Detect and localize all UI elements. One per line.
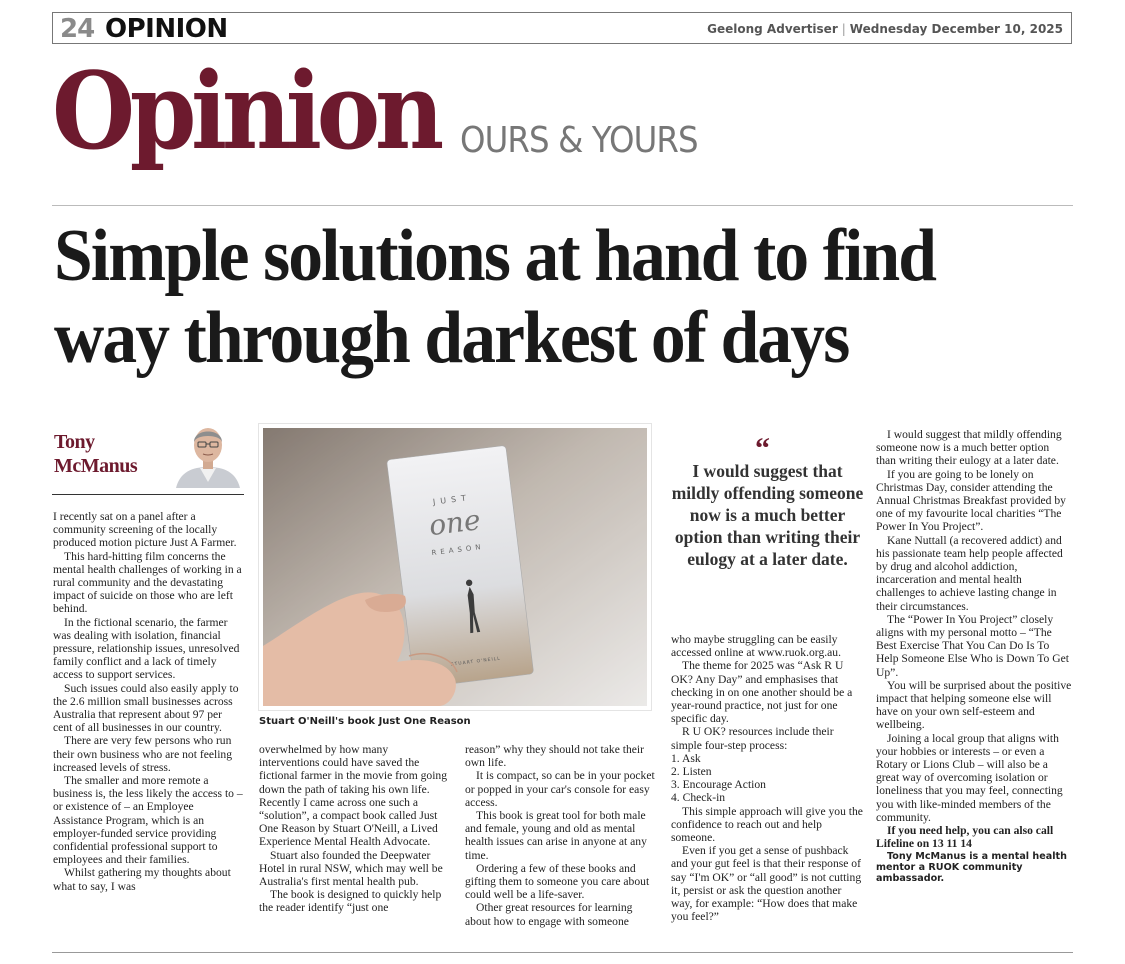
- byline-divider: [52, 494, 244, 495]
- masthead-subtitle: OURS & YOURS: [460, 120, 698, 161]
- list-item: 3. Encourage Action: [671, 778, 766, 792]
- publication-date: Wednesday December 10, 2025: [849, 22, 1063, 36]
- paragraph: who maybe struggling can be easily accessed online at www.ruok.org.au.: [671, 633, 841, 660]
- paragraph: The “Power In You Project” closely aligns with my personal motto – “The Best Exercise That You Can Do Is To Help Someone Else Who is Down To Get Up”.: [876, 612, 1069, 679]
- page-bottom-rule: [52, 952, 1073, 953]
- paragraph: Other great resources for learning about how to engage with someone: [465, 901, 633, 928]
- paragraph: Kane Nuttall (a recovered addict) and his passionate team help people affected by drug and alcohol addiction, incarceration and mental health challenges to achieve lasting change in their circumstances.: [876, 533, 1063, 613]
- paragraph: Stuart also founded the Deepwater Hotel in rural NSW, which may well be Australia's first mental health pub.: [259, 848, 443, 889]
- masthead-title: Opinion: [52, 48, 439, 173]
- book-title-top: JUST: [432, 493, 472, 507]
- help-line: If you need help, you can also call Lifeline on 13 11 14: [876, 824, 1054, 851]
- paragraph: Even if you get a sense of pushback and your gut feel is that their response of say “I'm OK” or “all good” is not cutting it, persist or ask the question another way, for example: “How does that make you feel?”: [671, 844, 862, 924]
- list-item: 4. Check-in: [671, 791, 726, 805]
- masthead-divider: [52, 205, 1073, 206]
- list-item: 1. Ask: [671, 751, 701, 765]
- paragraph: Ordering a few of these books and gifting them to someone you care about could well be a life-saver.: [465, 861, 650, 902]
- paragraph: I recently sat on a panel after a community screening of the locally produced motion picture Just A Farmer.: [53, 510, 237, 550]
- paragraph: If you are going to be lonely on Christmas Day, consider attending the Annual Christmas Breakfast provided by one of my favourite local charities “The Power In You Project”.: [876, 467, 1066, 534]
- list-item: 2. Listen: [671, 765, 712, 779]
- photo-caption: Stuart O'Neill's book Just One Reason: [259, 716, 471, 727]
- book-title-bottom: REASON: [431, 542, 485, 558]
- article-column-5: [876, 428, 1072, 884]
- byline: [54, 430, 137, 478]
- paragraph: Such issues could also easily apply to the 2.6 million small businesses across Australia that represent about 97 per cent of all businesses in our country.: [53, 681, 239, 735]
- headline-line-2: way through darkest of days: [54, 297, 849, 379]
- paragraph: This book is great tool for both male and female, young and old as mental health issues can arise in anyone at any time.: [465, 809, 647, 862]
- publication-info: Geelong Advertiser | Wednesday December 10, 2025: [707, 22, 1063, 36]
- page-number: 24: [60, 14, 95, 44]
- paragraph: You will be surprised about the positive impact that helping someone else will have on your own self-esteem and wellbeing.: [876, 678, 1072, 732]
- paragraph: The theme for 2025 was “Ask R U OK? Any Day” and emphasises that checking in on one another should be a year-round practice, not just for one specific day.: [671, 659, 853, 726]
- author-avatar: [170, 420, 246, 488]
- paragraph: Joining a local group that aligns with your hobbies or interests – or even a Rotary or Lions Club – will also be a great way of overcoming isolation or loneliness that you may feel, connecting you with like-minded members of the community.: [876, 731, 1063, 824]
- article-column-3: [465, 743, 657, 928]
- paragraph: This hard-hitting film concerns the mental health challenges of working in a rural community and the devastating impact of suicide on those who are left behind.: [53, 549, 242, 616]
- author-signature: Tony McManus is a mental health mentor a RUOK community ambassador.: [876, 850, 1067, 884]
- article-column-1: [53, 510, 243, 893]
- paragraph: There are very few persons who run their own business who are not feeling increased levels of stress.: [53, 734, 233, 774]
- paragraph: This simple approach will give you the confidence to reach out and help someone.: [671, 804, 863, 845]
- section-label: OPINION: [105, 14, 228, 44]
- article-headline: [54, 215, 1088, 379]
- headline-line-1: Simple solutions at hand to find: [54, 215, 936, 297]
- paragraph: It is compact, so can be in your pocket or popped in your car's console for easy access.: [465, 769, 655, 809]
- book-photo-image: [259, 424, 651, 710]
- article-column-4: [671, 633, 863, 923]
- paragraph: Whilst gathering my thoughts about what to say, I was: [53, 866, 231, 893]
- book-photo: [259, 424, 651, 710]
- quote-icon: “: [755, 432, 770, 465]
- byline-last-name: McManus: [54, 455, 138, 477]
- paragraph: overwhelmed by how many interventions could have saved the fictional farmer in the movie from going down the path of taking his own life. Recently I came across one such a “solution”, a compact book called Just One Reason by Stuart O'Neill, a Lived Experience Mental Health Advocate.: [259, 743, 448, 849]
- paragraph: In the fictional scenario, the farmer was dealing with isolation, financial pressure, relationship issues, unresolved family conflict and a lack of timely access to support services.: [53, 615, 240, 682]
- paragraph: The book is designed to quickly help the reader identify “just one: [259, 888, 442, 915]
- paragraph: reason” why they should not take their own life.: [465, 743, 645, 770]
- paragraph: The smaller and more remote a business is, the less likely the access to – or existence of – an Employee Assistance Program, which is an employer-funded service providing confidential professional support to employees and their families.: [53, 774, 243, 867]
- byline-first-name: Tony: [54, 431, 95, 453]
- publication-name: Geelong Advertiser: [707, 22, 838, 36]
- article-column-2: [259, 743, 451, 915]
- book-title-script: one: [427, 503, 483, 543]
- paragraph: R U OK? resources include their simple four-step process:: [671, 725, 834, 752]
- page-header-bar: [52, 12, 1072, 44]
- pull-quote: I would suggest that mildly offending someone now is a much better option than writing their eulogy at a later date.: [671, 461, 864, 569]
- paragraph: I would suggest that mildly offending someone now is a much better option than writing their eulogy at a later date.: [876, 428, 1062, 468]
- book-author: STUART O'NEILL: [450, 656, 502, 668]
